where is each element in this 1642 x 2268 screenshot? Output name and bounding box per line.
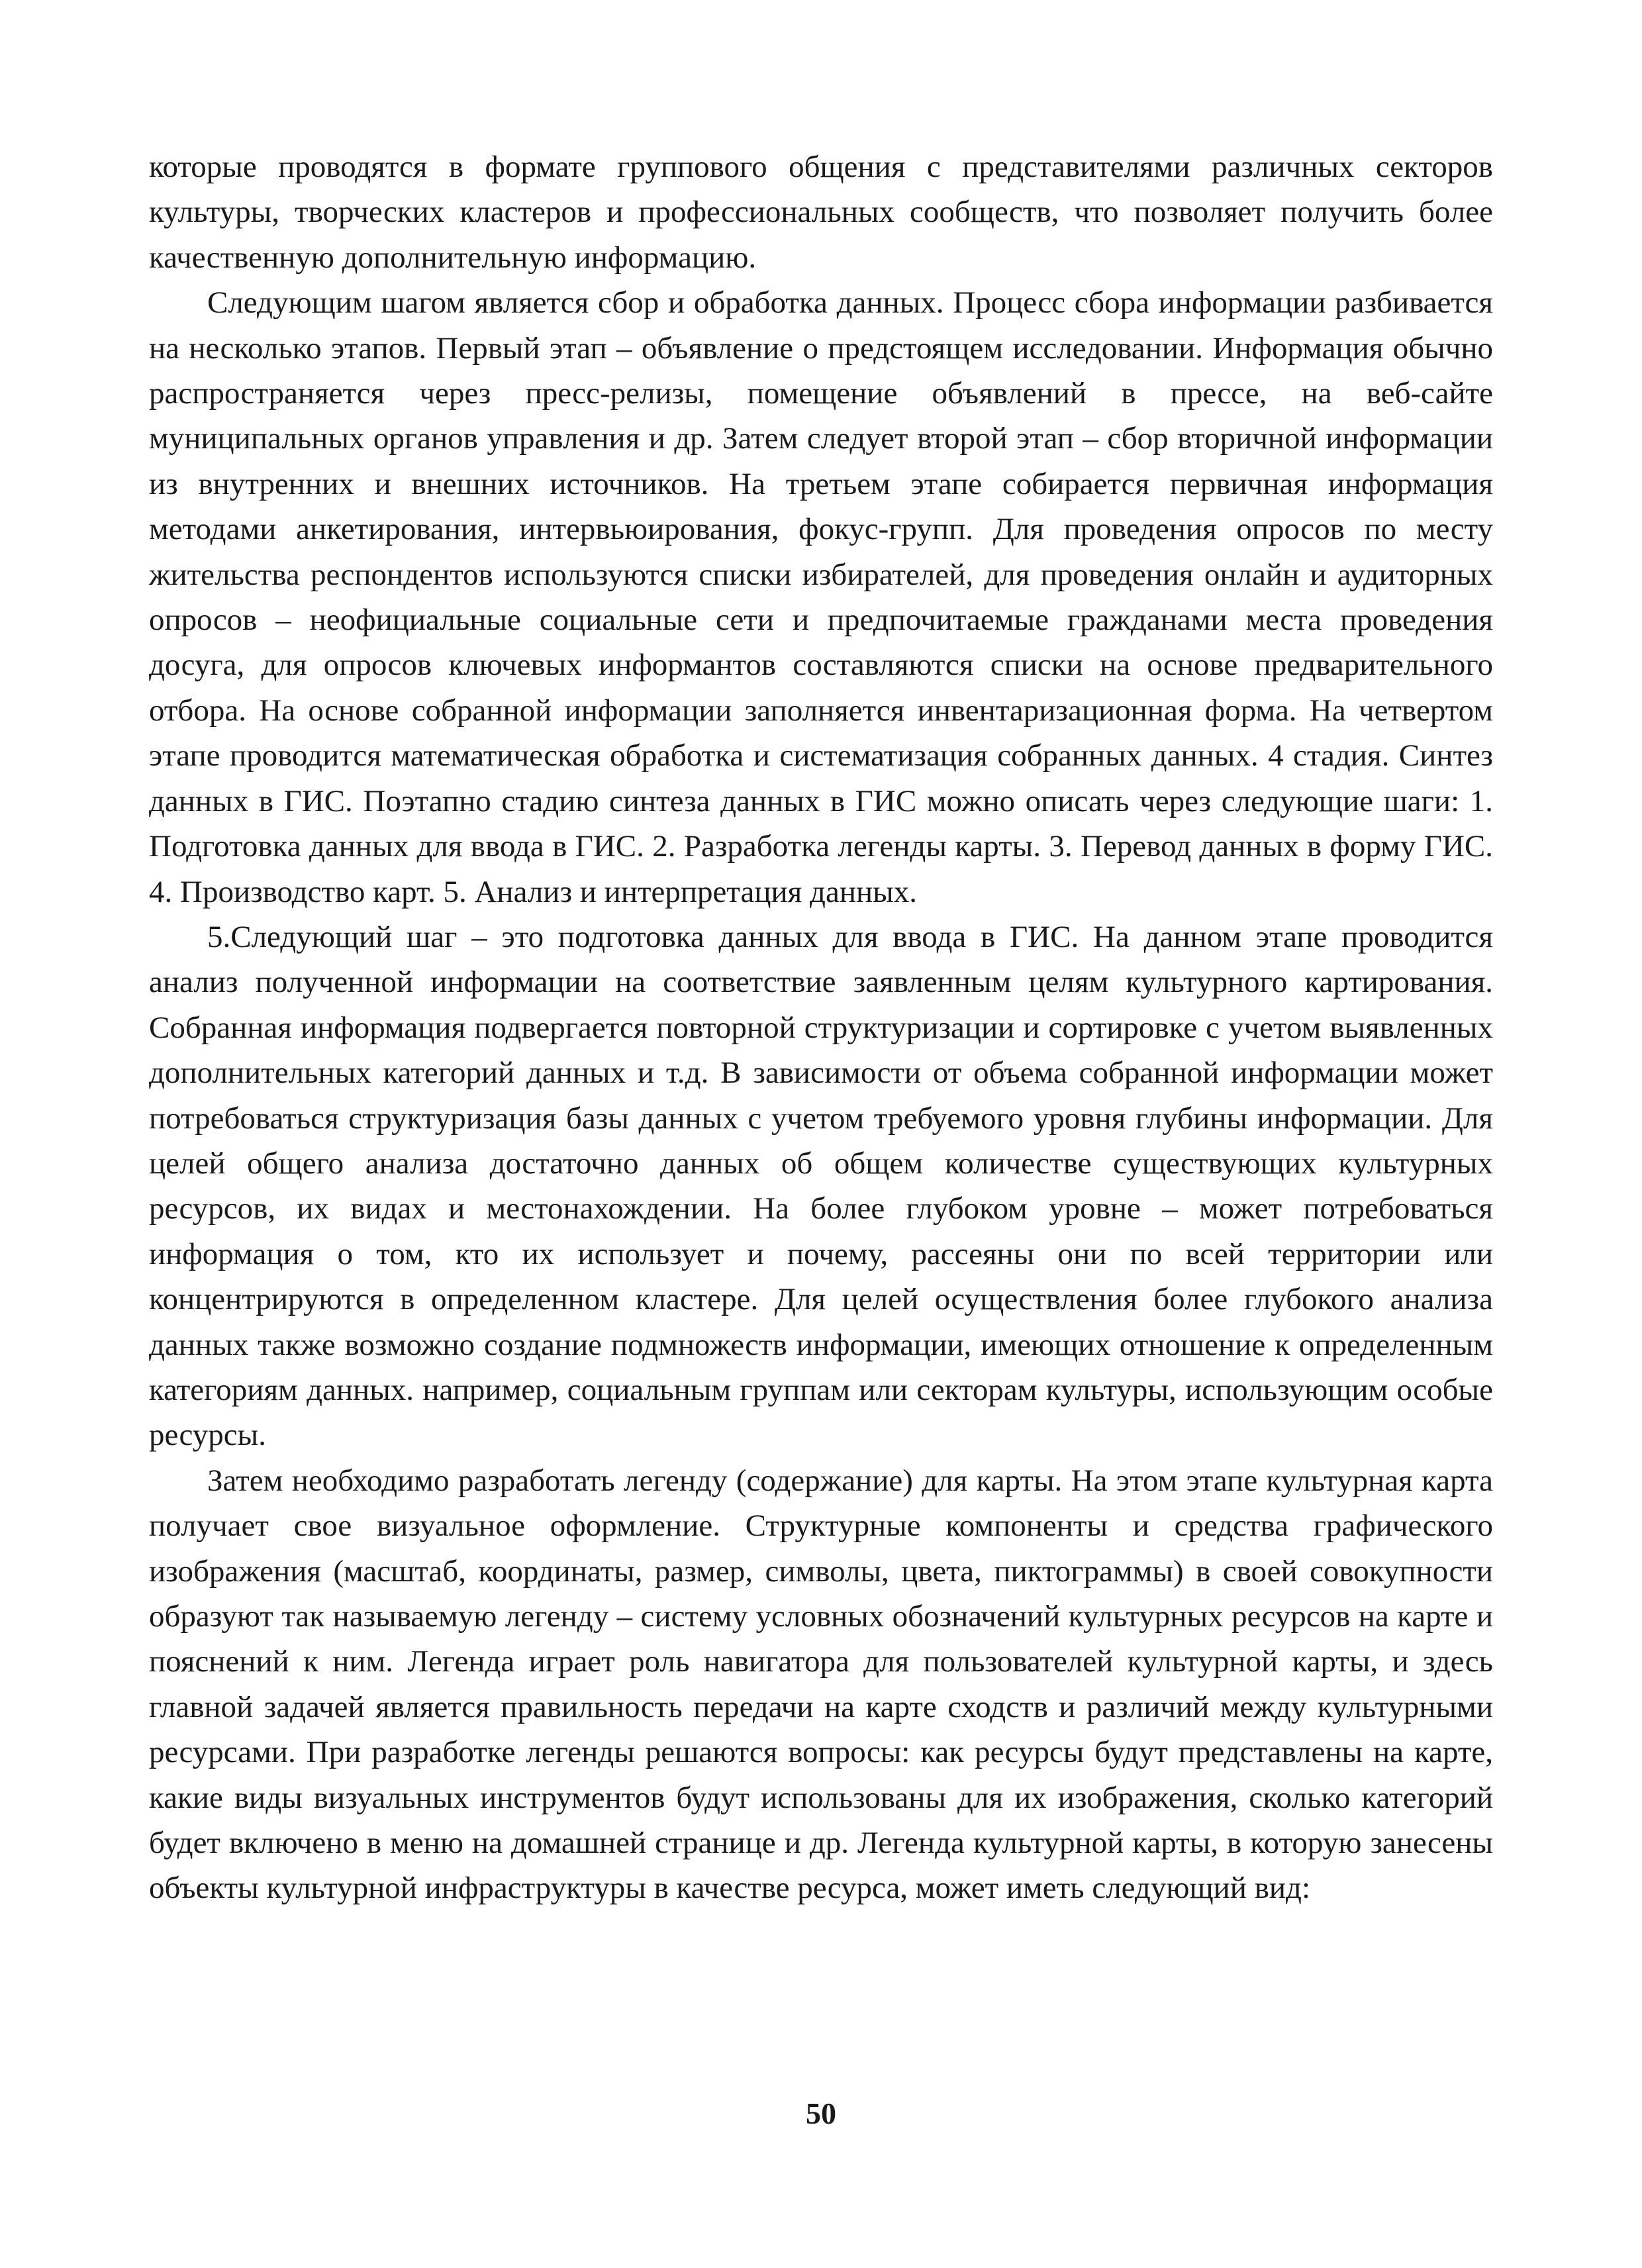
paragraph-continuation: которые проводятся в формате группового общения с представителями различных секторов культуры, творческих кластеров и профессиональных сообществ, что позволяет получить более качественную дополнительную информацию. — [149, 150, 1493, 275]
paragraph-map-legend: Затем необходимо разработать легенду (содержание) для карты. На этом этапе культурная карта получает свое визуальное оформление. Структурные компоненты и средства графического изображения (масштаб, координаты, размер, символы, цвета, пиктограммы) в своей совокупности образуют так называемую легенду – систему условных обозначений культурных ресурсов на карте и пояснений к ним. Легенда играет роль навигатора для пользователей культурной карты, и здесь главной задачей является правильность передачи на карте сходств и различий между культурными ресурсами. При разработке легенды решаются вопросы: как ресурсы будут представлены на карте, какие виды визуальных инструментов будут использованы для их изображения, сколько категорий будет включено в меню на домашней странице и др. Легенда культурной карты, в которую занесены объекты культурной инфраструктуры в качестве ресурса, может иметь следующий вид: — [149, 1463, 1493, 1906]
paragraph-data-collection: Следующим шагом является сбор и обработка данных. Процесс сбора информации разбивается на несколько этапов. Первый этап – объявление о предстоящем исследовании. Информация обычно распространяется через пресс-релизы, помещение объявлений в прессе, на веб-сайте муниципальных органов управления и др. Затем следует второй этап – сбор вторичной информации из внутренних и внешних источников. На третьем этапе собирается первичная информация методами анкетирования, интервьюирования, фокус-групп. Для проведения опросов по месту жительства респондентов используются списки избирателей, для проведения онлайн и аудиторных опросов – неофициальные социальные сети и предпочитаемые гражданами места проведения досуга, для опросов ключевых информантов составляются списки на основе предварительного отбора. На основе собранной информации заполняется инвентаризационная форма. На четвертом этапе проводится математическая обработка и систематизация собранных данных. 4 стадия. Синтез данных в ГИС. Поэтапно стадию синтеза данных в ГИС можно описать через следующие шаги: 1. Подготовка данных для ввода в ГИС. 2. Разработка легенды карты. 3. Перевод данных в форму ГИС. 4. Производство карт. 5. Анализ и интерпретация данных. — [149, 285, 1493, 909]
page-number: 50 — [806, 2096, 836, 2130]
paragraph-gis-preparation: 5.Следующий шаг – это подготовка данных для ввода в ГИС. На данном этапе проводится анализ полученной информации на соответствие заявленным целям культурного картирования. Собранная информация подвергается повторной структуризации и сортировке с учетом выявленных дополнительных категорий данных и т.д. В зависимости от объема собранной информации может потребоваться структуризация базы данных с учетом требуемого уровня глубины информации. Для целей общего анализа достаточно данных об общем количестве существующих культурных ресурсов, их видах и местонахождении. На более глубоком уровне – может потребоваться информация о том, кто их использует и почему, рассеяны они по всей территории или концентрируются в определенном кластере. Для целей осуществления более глубокого анализа данных также возможно создание подмножеств информации, имеющих отношение к определенным категориям данных. например, социальным группам или секторам культуры, использующим особые ресурсы. — [149, 919, 1493, 1453]
page-body — [149, 144, 1493, 1911]
